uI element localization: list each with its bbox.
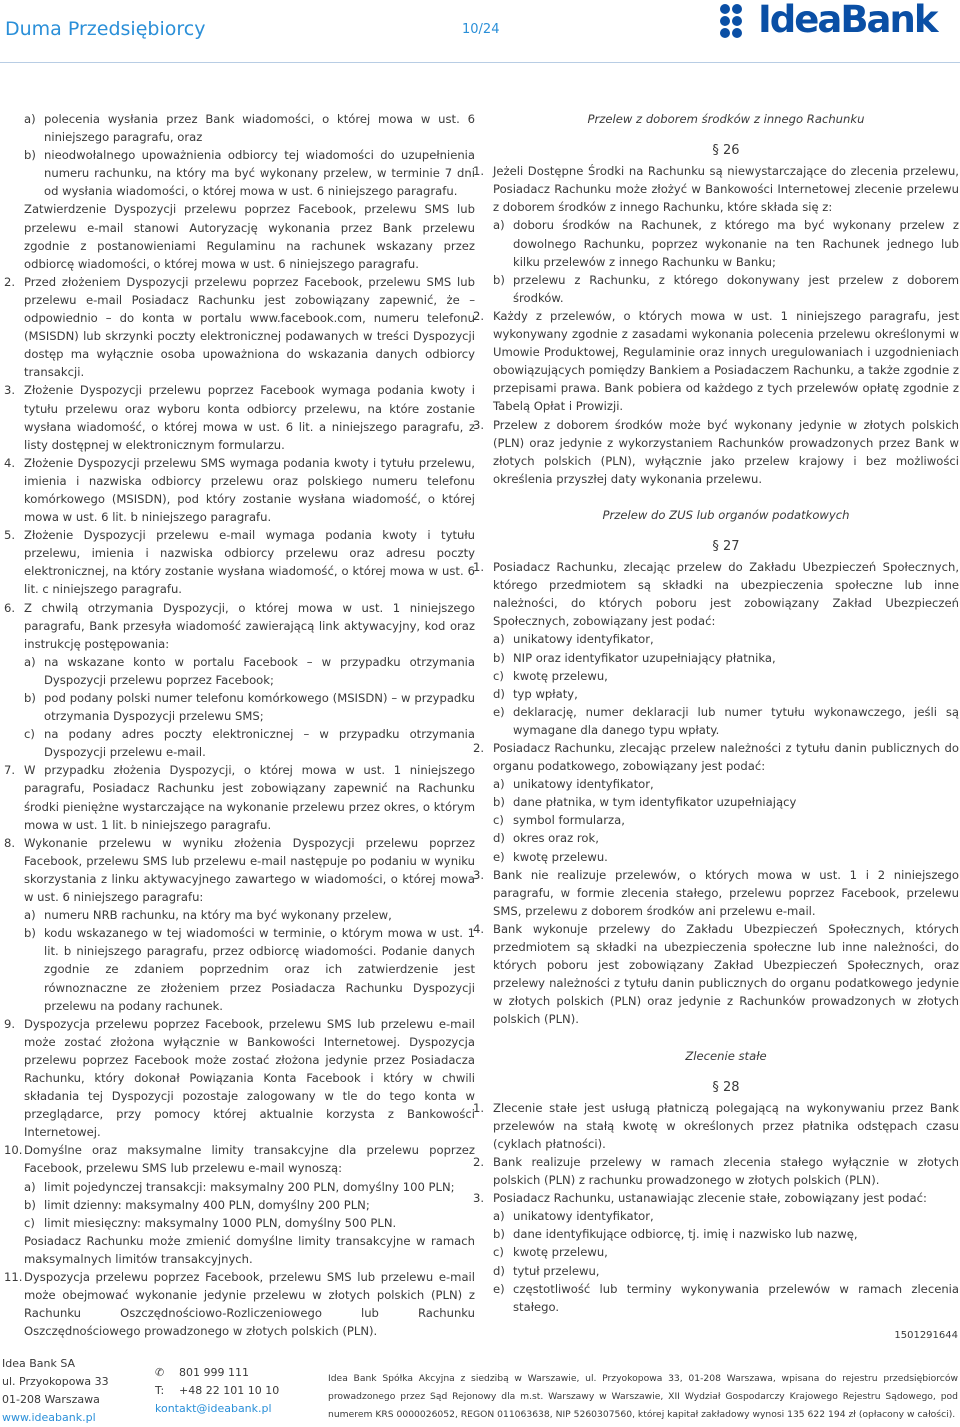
logo-text: IdeaBank — [758, 0, 937, 41]
clause-11: 11. Dyspozycja przelewu poprzez Facebook, przelewu SMS lub przelewu e-mail może obejmować wykonanie jedynie przelewu w złotych polskich (PLN) z Rachunku Oszczędnościowo-Rozliczeniowego lub Rachunku Oszczędnościowego prowadzonego w złotych polskich (PLN). — [4, 1270, 475, 1339]
list-item: b) limit dzienny: maksymalny 400 PLN, domyślny 200 PLN; — [24, 1197, 370, 1212]
header-divider — [0, 62, 960, 63]
section-heading: Przelew z doborem środków z innego Rachunku — [587, 112, 865, 126]
list-item: a) doboru środków na Rachunek, z którego ma być wykonany przelew z dowolnego Rachunku, poprzez wykonanie na ten Rachunek jednego lub kilku przelewów z innego Rachunku w Banku; — [493, 218, 959, 269]
list-item: c) symbol formularza, — [493, 813, 625, 828]
list-item: e) kwotę przelewu. — [493, 849, 608, 864]
clause-10: 10. Domyślne oraz maksymalne limity transakcyjne dla przelewu poprzez Facebook, przelewu SMS lub przelewu e-mail wynoszą: — [4, 1143, 475, 1176]
paragraph-number: § 26 — [712, 143, 740, 159]
clause-2: 2. Posiadacz Rachunku, zlecając przelew należności z tytułu danin publicznych do organu podatkowego, zobowiązany jest podać: — [473, 741, 959, 774]
list-item: d) okres oraz rok, — [493, 831, 599, 846]
list-item: a) numeru NRB rachunku, na który ma być wykonany przelew, — [24, 908, 392, 923]
city: 01-208 Warszawa — [2, 1393, 100, 1406]
clause-6: 6. Z chwilą otrzymania Dyspozycji, o której mowa w ust. 1 niniejszego paragrafu, Bank przesyła wiadomość zawierającą link aktywacyjny, kod oraz instrukcję postępowania: — [4, 600, 475, 651]
logo-dots-icon — [720, 4, 754, 38]
list-item: a) unikatowy identyfikator, — [493, 632, 654, 647]
list-item: b) pod podany polski numer telefonu komórkowego (MSISDN) – w przypadku otrzymania Dyspozycji przelewu SMS; — [24, 691, 475, 724]
clause-9: 9. Dyspozycja przelewu poprzez Facebook, przelewu SMS lub przelewu e-mail może zostać złożona wyłącznie w Bankowości Internetowej. Dyspozycja przelewu poprzez Facebook może zostać złożona jedynie przez Posiadacza Rachunku, który dokonał Powiązania Konta Facebook i który w chwili składania tej Dyspozycji pozostaje zalogowany w tle do tego konta w przeglądarce, przy pomocy której aktualnie korzysta z Bankowości Internetowej. — [4, 1016, 475, 1140]
legal-notice: Idea Bank Spółka Akcyjna z siedzibą w Warszawie, ul. Przyokopowa 33, 01-208 Warszawa, wpisana do rejestru przedsiębiorców prowadzonego przez Sąd Rejonowy dla m.st. Warszawy w Warszawie, XII Wydział Gospodarczy Krajowego Rejestru Sądowego, pod numerem KRS 0000026052, REGON 011063638, NIP 5260307560, której kapitał zakładowy wynosi 135 622 194 zł (opłacony w całości). — [328, 1373, 958, 1420]
paragraph: Posiadacz Rachunku może zmienić domyślne limity transakcyjne w ramach maksymalnych limitów transakcyjnych. — [24, 1233, 475, 1266]
email-link[interactable]: kontakt@ideabank.pl — [155, 1402, 272, 1415]
page-number: 10/24 — [462, 22, 500, 37]
clause-4: 4. Bank wykonuje przelewy do Zakładu Ubezpieczeń Społecznych, których przedmiotem są składki na ubezpieczenia społeczne lub inne należności, do których poboru jest zobowiązany Zakład Ubezpieczeń Społecznych, oraz przelewy należności z tytułu danin publicznych do organu podatkowego jedynie w złotych polskich (PLN) oraz jedynie z Rachunków prowadzonych w złotych polskich (PLN). — [473, 921, 959, 1027]
list-item: b) dane identyfikujące odbiorcę, tj. imię i nazwisko lub nazwę, — [493, 1227, 858, 1242]
contact-info — [155, 1364, 279, 1418]
clause-1: 1. Jeżeli Dostępne Środki na Rachunku są niewystarczające do zlecenia przelewu, Posiadacz Rachunku może złożyć w Bankowości Internetowej zlecenie przelewu z doborem środków z innego Rachunku, które składa się z: — [473, 164, 959, 215]
clause-2: 2. Bank realizuje przelewy w ramach zlecenia stałego wyłącznie w złotych polskich (PLN) z rachunku prowadzonego w złotych polskich (PLN). — [473, 1154, 959, 1188]
section-heading: Zlecenie stałe — [685, 1048, 767, 1063]
phone-number: 801 999 111 — [179, 1366, 249, 1379]
list-item: e) częstotliwość lub terminy wykonywania przelewów w ramach zlecenia stałego. — [493, 1281, 959, 1314]
paragraph-number: § 27 — [712, 538, 740, 554]
clause-1: 1. Posiadacz Rachunku, zlecając przelew do Zakładu Ubezpieczeń Społecznych, którego przedmiotem są składki na ubezpieczenia społeczne lub inne należności, do których poboru jest zobowiązany Zakład Ubezpieczeń Społecznych, zobowiązany jest podać: — [473, 560, 959, 629]
left-column — [4, 110, 475, 1340]
clause-3: 3. Przelew z doborem środków może być wykonany jedynie w złotych polskich (PLN) oraz jedynie z wykorzystaniem Rachunków prowadzonych przez Bank w złotych polskich (PLN), wyłącznie jako przelew krajowy i bez możliwości określenia przyszłej daty wykonania przelewu. — [473, 417, 959, 486]
list-item: b) nieodwołalnego upoważnienia odbiorcy tej wiadomości do uzupełnienia numeru rachunku, na który ma być wykonany przelew, w terminie 7 dni od wysłania wiadomości, o której mowa w ust. 6 niniejszego paragrafu. — [24, 148, 475, 199]
clause-7: 7. W przypadku złożenia Dyspozycji, o której mowa w ust. 1 niniejszego paragrafu, Posiadacz Rachunku jest zobowiązany zapewnić na Rachunku środki pieniężne wystarczające na wykonanie przelewu przez okres, o którym mowa w ust. 1 lit. b niniejszego paragrafu. — [4, 763, 475, 832]
bank-address — [2, 1355, 109, 1427]
website-link[interactable]: www.ideabank.pl — [2, 1411, 96, 1424]
list-item: b) kodu wskazanego w tej wiadomości w terminie, o którym mowa w ust. 1 lit. b niniejszego paragrafu, przez odbiorcę wiadomości. Podanie danych zgodnie ze zdaniem poprzednim oraz ich zatwierdzenie jest równoznaczne ze złożeniem przez Posiadacza Rachunku Dyspozycji przelewu na podany rachunek. — [24, 926, 475, 1013]
list-item: b) przelewu z Rachunku, z którego dokonywany jest przelew z doborem środków. — [493, 272, 959, 305]
list-item: e) deklarację, numer deklaracji lub numer tytułu wykonawczego, jeśli są wymagane dla danego typu wpłaty. — [493, 704, 959, 737]
list-item: a) na wskazane konto w portalu Facebook – w przypadku otrzymania Dyspozycji przelewu poprzez Facebook; — [24, 654, 475, 687]
clause-2: 2. Każdy z przelewów, o których mowa w ust. 1 niniejszego paragrafu, jest wykonywany zgodnie z zasadami wykonania polecenia przelewu określonymi w Umowie Produktowej, Regulaminie oraz innych uregulowaniach i uzgodnieniach obowiązujących pomiędzy Bankiem a Posiadaczem Rachunku, a także zgodnie z przepisami prawa. Bank pobiera od każdego z tych przelewów opłatę zgodnie z Tabelą Opłat i Prowizji. — [473, 308, 959, 414]
list-item: b) dane płatnika, w tym identyfikator uzupełniający — [493, 795, 797, 810]
page-footer — [0, 1330, 960, 1425]
tel-label: T: — [155, 1384, 165, 1397]
list-item: d) tytuł przelewu, — [493, 1263, 600, 1278]
list-item: a) polecenia wysłania przez Bank wiadomości, o której mowa w ust. 6 niniejszego paragrafu, oraz — [24, 112, 475, 145]
document-title: Duma Przedsiębiorcy — [5, 18, 206, 40]
list-item: a) unikatowy identyfikator, — [493, 777, 654, 792]
phone-icon: ✆ — [155, 1366, 165, 1379]
street: ul. Przyokopowa 33 — [2, 1375, 109, 1388]
clause-2: 2. Przed złożeniem Dyspozycji przelewu poprzez Facebook, przelewu SMS lub przelewu e-mail Posiadacz Rachunku jest zobowiązany zapewnić, że – odpowiednio – do konta w portalu www.facebook.com, numeru telefonu (MSISDN) lub skrzynki poczty elektronicznej podawanych w treści Dyspozycji dostęp ma wyłącznie osoba upoważniona do wskazania danych odbiorcy transakcji. — [4, 274, 475, 380]
paragraph: Zatwierdzenie Dyspozycji przelewu poprzez Facebook, przelewu SMS lub przelewu e-mail stanowi Autoryzację wykonania przez Bank przelewu zgodnie z postanowieniami Regulaminu na rachunek wskazany przez odbiorcę wiadomości, o której mowa w ust. 6 niniejszego paragrafu. — [24, 202, 475, 271]
tel-number: +48 22 101 10 10 — [179, 1384, 280, 1397]
ideabank-logo — [720, 2, 960, 42]
right-column — [473, 110, 959, 1316]
document-code: 1501291644 — [894, 1330, 958, 1341]
list-item: c) kwotę przelewu, — [493, 1245, 608, 1260]
list-item: a) limit pojedynczej transakcji: maksymalny 200 PLN, domyślny 100 PLN; — [24, 1179, 455, 1194]
page-header — [0, 0, 960, 62]
bank-name: Idea Bank SA — [2, 1357, 76, 1370]
list-item: d) typ wpłaty, — [493, 686, 578, 701]
clause-8: 8. Wykonanie przelewu w wyniku złożenia Dyspozycji przelewu poprzez Facebook, przelewu SMS lub przelewu e-mail następuje po podaniu w wyniku skorzystania z linku aktywacyjnego zawartego w wiadomości, o której mowa w ust. 6 niniejszego paragrafu: — [4, 835, 475, 905]
list-item: a) unikatowy identyfikator, — [493, 1209, 654, 1224]
clause-1: 1. Zlecenie stałe jest usługą płatniczą polegającą na wykonywaniu przez Bank przelewów na stałą kwotę w określonych przez płatnika odstępach czasu (cyklach płatności). — [473, 1100, 959, 1151]
clause-3: 3. Złożenie Dyspozycji przelewu poprzez Facebook wymaga podania kwoty i tytułu przelewu oraz wyboru konta odbiorcy przelewu, na które zostanie wysłana wiadomość, o której mowa w ust. 6 lit. a niniejszego paragrafu, z listy dostępnej w elektronicznym formularzu. — [4, 383, 475, 452]
list-item: b) NIP oraz identyfikator uzupełniający płatnika, — [493, 650, 776, 665]
clause-3: 3. Bank nie realizuje przelewów, o których mowa w ust. 1 i 2 niniejszego paragrafu, w formie zlecenia stałego, przelewu poprzez Facebook, przelewu SMS, przelewu z doborem środków ani przelewu e-mail. — [473, 867, 959, 918]
list-item: c) limit miesięczny: maksymalny 1000 PLN, domyślny 500 PLN. — [24, 1215, 397, 1230]
section-heading: Przelew do ZUS lub organów podatkowych — [602, 507, 850, 522]
paragraph-number: § 28 — [712, 1079, 740, 1095]
clause-4: 4. Złożenie Dyspozycji przelewu SMS wymaga podania kwoty i tytułu przelewu, imienia i nazwiska odbiorcy przelewu oraz polskiego numeru telefonu komórkowego (MSISDN), pod który zostanie wysłana wiadomość, o której mowa w ust. 6 lit. b niniejszego paragrafu. — [4, 455, 475, 525]
list-item: c) na podany adres poczty elektronicznej – w przypadku otrzymania Dyspozycji przelewu e-mail. — [24, 727, 475, 760]
clause-3: 3. Posiadacz Rachunku, ustanawiając zlecenie stałe, zobowiązany jest podać: — [473, 1191, 927, 1206]
list-item: c) kwotę przelewu, — [493, 668, 608, 683]
clause-5: 5. Złożenie Dyspozycji przelewu e-mail wymaga podania kwoty i tytułu przelewu, imienia i nazwiska odbiorcy przelewu oraz adresu poczty elektronicznej, na który zostanie wysłana wiadomość, o której mowa w ust. 6 lit. c niniejszego paragrafu. — [4, 528, 475, 597]
